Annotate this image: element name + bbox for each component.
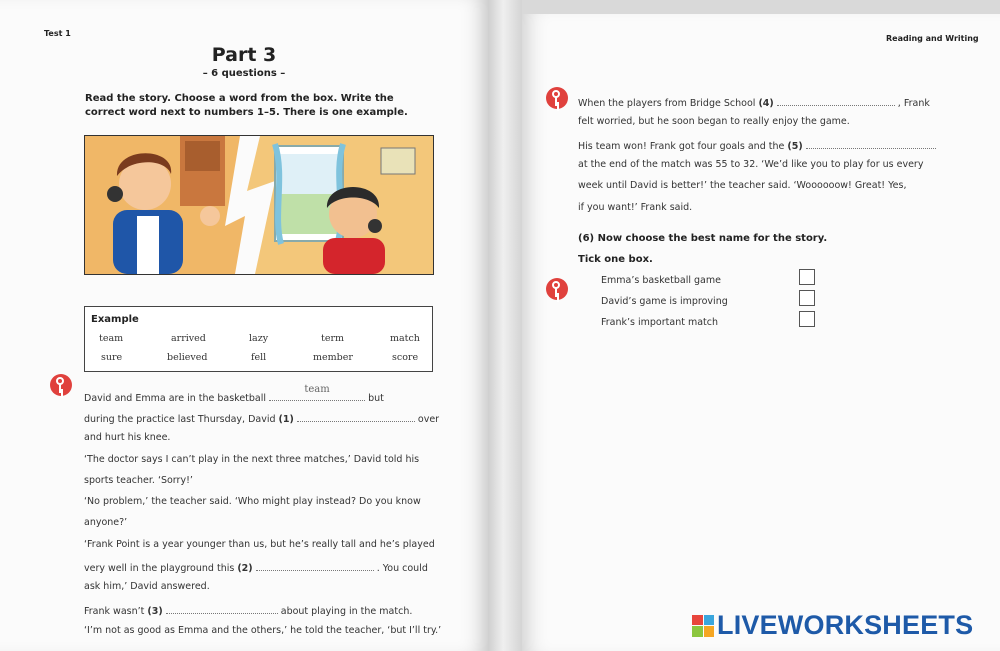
word-option: score: [392, 352, 419, 363]
word-option: term: [321, 333, 344, 344]
story-line: ‘No problem,’ the teacher said. ‘Who might play instead? Do you know: [84, 496, 421, 507]
tick-box-1[interactable]: [799, 269, 815, 285]
word-option: lazy: [249, 333, 269, 344]
word-option: match: [390, 333, 420, 344]
key-icon[interactable]: [546, 87, 568, 109]
story-line: Frank wasn’t (3) about playing in the match.: [84, 603, 412, 617]
word-option: team: [99, 333, 124, 344]
answer-blank-2[interactable]: [256, 560, 374, 571]
story-line: week until David is better!’ the teacher said. ‘Woooooow! Great! Yes,: [578, 180, 907, 191]
story-line: ‘Frank Point is a year younger than us, but he’s really tall and he’s played: [84, 539, 435, 550]
liveworksheets-logo: [692, 610, 973, 641]
story-line: ask him,’ David answered.: [84, 581, 210, 592]
story-line: during the practice last Thursday, David (1) over: [84, 411, 439, 425]
option-label: David’s game is improving: [601, 296, 728, 307]
brand-name: LIVEWORKSHEETS: [717, 610, 974, 640]
story-line: His team won! Frank got four goals and the (5): [578, 138, 936, 152]
word-box-title: Example: [91, 314, 139, 325]
running-head-left: Test 1: [44, 29, 71, 38]
part-title: Part 3: [211, 44, 277, 66]
option-label: Frank’s important match: [601, 317, 719, 328]
word-option: arrived: [171, 333, 206, 344]
story-line: and hurt his knee.: [84, 432, 171, 443]
story-line: When the players from Bridge School (4) , Frank: [578, 95, 930, 109]
tick-box-3[interactable]: [799, 311, 815, 327]
answer-blank-1[interactable]: [297, 411, 415, 422]
book-gutter: [488, 0, 522, 651]
word-option: believed: [167, 352, 208, 363]
story-illustration: [84, 135, 434, 275]
story-line: sports teacher. ‘Sorry!’: [84, 475, 193, 486]
story-line: David and Emma are in the basketball team but: [84, 384, 384, 404]
story-line: at the end of the match was 55 to 32. ‘We’d like you to play for us every: [578, 159, 924, 170]
story-line: ‘The doctor says I can’t play in the next three matches,’ David told his: [84, 454, 420, 465]
tick-box-2[interactable]: [799, 290, 815, 306]
story-line: if you want!’ Frank said.: [578, 202, 693, 213]
answer-blank-5[interactable]: [806, 138, 936, 149]
story-line: felt worried, but he soon began to really enjoy the game.: [578, 116, 850, 127]
word-option: fell: [251, 352, 267, 363]
instructions: Read the story. Choose a word from the box. Write the correct word next to numbers 1–5. There is one example.: [85, 93, 408, 118]
word-option: sure: [101, 352, 123, 363]
key-icon[interactable]: [546, 278, 568, 300]
story-line: anyone?’: [84, 517, 128, 528]
illustration-image: [85, 136, 433, 274]
story-line: very well in the playground this (2) . You could: [84, 560, 428, 574]
word-option: member: [313, 352, 353, 363]
word-box: [84, 306, 433, 372]
answer-blank-3[interactable]: [166, 603, 278, 614]
option-label: Emma’s basketball game: [601, 275, 721, 286]
question-6-label: (6) Now choose the best name for the story.: [578, 233, 828, 244]
part-subtitle: – 6 questions –: [202, 68, 286, 79]
left-page: [0, 0, 488, 651]
right-page: [522, 14, 1000, 651]
story-line: ‘I’m not as good as Emma and the others,’ he told the teacher, ‘but I’ll try.’: [84, 625, 442, 636]
running-head-right: Reading and Writing: [886, 34, 979, 43]
key-icon[interactable]: [50, 374, 72, 396]
answer-blank-example: team: [269, 390, 365, 401]
answer-blank-4[interactable]: [777, 95, 895, 106]
tick-instruction: Tick one box.: [578, 254, 653, 265]
liveworksheets-icon: [692, 615, 714, 637]
